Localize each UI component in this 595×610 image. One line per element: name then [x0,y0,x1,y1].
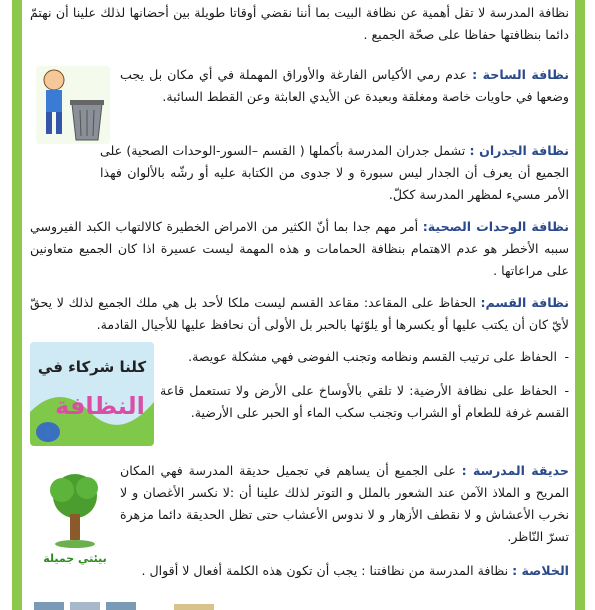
bullet-dash-icon: - [564,349,569,364]
document-body [30,0,569,610]
section-toilets [30,216,569,282]
section-summary [120,560,569,582]
section-toilets-title: نظافة الوحدات الصحية: [422,219,569,234]
svg-text:بيئتي جميلة: بيئتي جميلة [43,552,107,565]
section-garden [120,460,569,548]
bullet-text: الحفاظ على ترتيب القسم ونظامه وتجنب الفوضى فهي مشكلة عويصة. [188,349,557,364]
intro-paragraph: نظافة المدرسة لا تقل أهمية عن نظافة البيت بما أننا نقضي أوقاتا طويلة بين أحضانها لذلك علينا أن نهتمّ دائما بنظافتها حفاظا على صحّة الجميع . [30,5,569,42]
bullet-dash-icon: - [564,383,569,398]
section-toilets-text: أمر مهم جدا بما أنّ الكثير من الامراض الخطيرة كالالتهاب الكبد الفيروسي سببه الأخطر هو عدم الاهتمام بنظافة الحمامات و هذه المهمة ليست عسيرة اذا كان الجميع متعاونين على مراعاتها . [30,219,569,278]
bottom-decoration-strip [34,600,234,610]
section-walls-title: نظافة الجدران : [469,143,569,158]
section-walls [100,140,569,206]
section-classroom-title: نظافة القسم: [480,295,569,310]
bullet-item [160,346,569,368]
section-walls-text: تشمل جدران المدرسة بأكملها ( القسم –السور-الوحدات الصحية) على الجميع أن يعرف أن الجدار ليس سبورة و لا جدوى من الكتابة عليه أو رشّه بالألوان فهذا الأمر مسيء لمظهر المدرسة ككلّ. [100,143,569,202]
page-border-left [12,0,22,610]
section-classroom [30,292,569,336]
section-garden-text: على الجميع أن يساهم في تجميل حديقة المدرسة فهي المكان المريح و الملاذ الآمن عند الشعور بالملل و التوتر لذلك علينا أن :لا نكسر الأغصان و لا نخرب الأعشاش و لا نقطف الأزهار و لا ندوس الأعشاب حتى تظل الحديقة دائما مزهرة تسرّ النّاظر. [120,463,569,544]
section-summary-text: نظافة المدرسة من نظافتنا : يجب أن تكون هذه الكلمة أفعال لا أقوال . [141,563,513,578]
bullet-text: الحفاظ على نظافة الأرضية: لا تلقي بالأوساخ على الأرض ولا تستعمل قاعة القسم غرفة للطعام أو الشراب وتجنب سكب الماء أو الحبر على الأرضية. [160,383,569,420]
section-classroom-text: الحفاظ على المقاعد: مقاعد القسم ليست ملكا لأحد بل هي ملك الجميع لذلك لا يحقّ لأيّ كان أن يكتب عليها أو يكسرها أو يلوّثها بالحبر بل الأولى أن نحافظ عليها للأجيال القادمة. [30,295,569,332]
section-garden-title: حديقة المدرسة : [461,463,569,478]
section-summary-title: الخلاصة : [512,563,569,578]
bullet-item [160,380,569,424]
section-yard-title: نظافة الساحة : [472,67,569,82]
svg-text:كلنا شركاء في: كلنا شركاء في [37,358,147,376]
section-yard-text: عدم رمي الأكياس الفارغة والأوراق المهملة في أي مكان بل يجب وضعها في حاويات خاصة ومغلقة وبعيدة عن الأيدي العابثة وعن القطط السائبة. [120,67,569,104]
section-yard [120,64,569,108]
page-border-right [575,0,585,610]
svg-text:النظافة: النظافة [55,392,145,420]
